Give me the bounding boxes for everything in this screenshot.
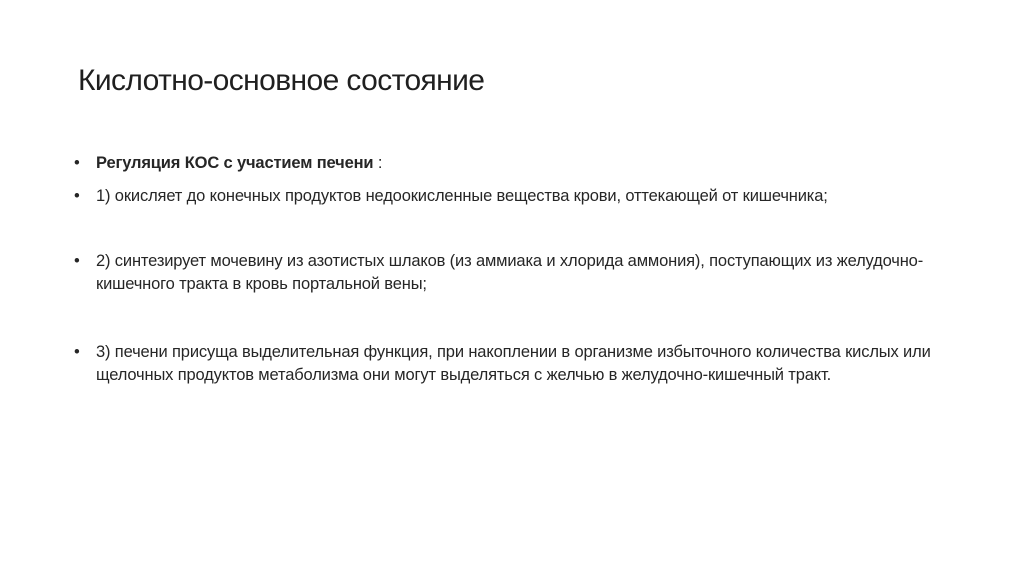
slide-title: Кислотно-основное состояние — [78, 64, 485, 97]
bullet-item-3-text: 3) печени присуща выделительная функция, при накоплении в организме избыточного количества кислых или щелочных продуктов метаболизма они могут выделяться с желчью в желудочно-кишечный тракт. — [96, 343, 931, 384]
bullet-item-heading — [72, 152, 952, 175]
bullet-list — [72, 152, 952, 387]
bullet-heading-text: Регуляция КОС с участием печени — [96, 154, 374, 172]
bullet-dot-icon: • — [74, 154, 80, 172]
bullet-dot-icon: • — [74, 187, 80, 205]
bullet-item-1 — [72, 185, 952, 208]
bullet-item-2 — [72, 250, 952, 296]
bullet-dot-icon: • — [74, 343, 80, 361]
bullet-item-1-text: 1) окисляет до конечных продуктов недоокисленные вещества крови, оттекающей от кишечника; — [96, 187, 828, 205]
bullet-item-3 — [72, 341, 952, 387]
bullet-dot-icon: • — [74, 252, 80, 270]
bullet-heading-suffix: : — [373, 154, 383, 172]
bullet-item-2-text: 2) синтезирует мочевину из азотистых шлаков (из аммиака и хлорида аммония), поступающих из желудочно-кишечного тракта в кровь портальной вены; — [96, 252, 924, 293]
